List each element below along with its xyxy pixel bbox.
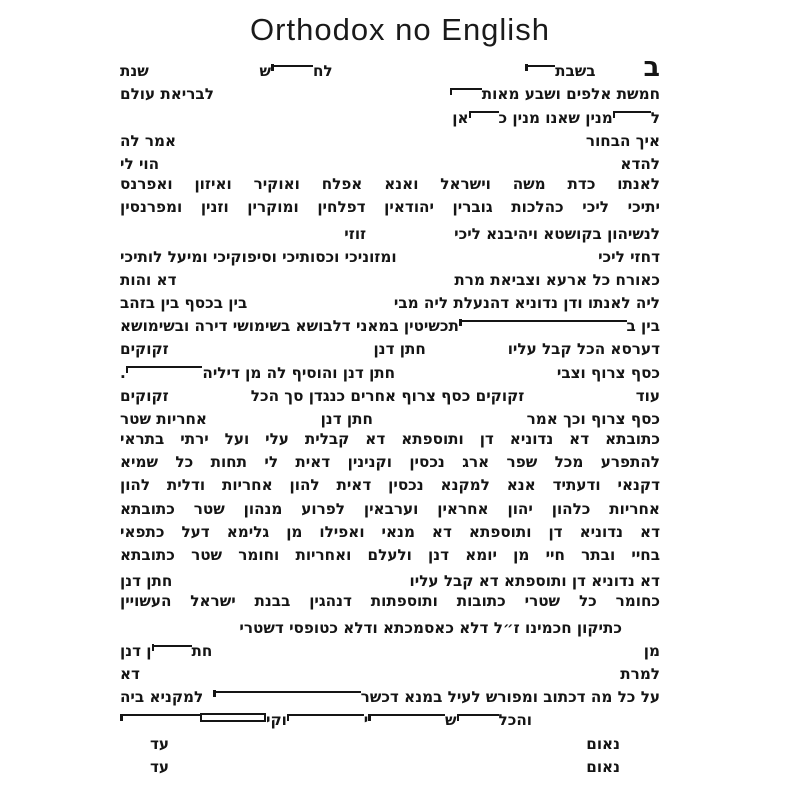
stretched-letter-bar [613,111,651,113]
fill-in-blank [395,381,557,382]
hebrew-text-segment: זקוקים [120,386,169,405]
hebrew-text-segment: למרת [620,665,660,684]
ketubah-line [120,382,660,405]
hebrew-text-segment: איך הבחור [585,131,660,150]
ketubah-line [120,266,660,289]
ketubah-line: דא נדוניא דן ותוספתא דא מנאי ואפילו מן גלימא דעל כתפאי [120,522,660,541]
fill-in-blank [622,636,660,637]
ketubah-line [120,219,660,242]
fill-in-blank [169,404,251,405]
hebrew-text-segment: זוזי [344,224,367,243]
ketubah-line [120,103,660,126]
hebrew-text-segment: על כל מה דכתוב ומפורש לעיל במנא דכשר [360,688,660,707]
hebrew-text-segment: תכשיטין במאני דלבושא בשימושי דירה ובשימושא [120,317,459,336]
fill-in-blank [524,404,635,405]
hebrew-text-segment: כתיקון חכמינו ז״ל דלא כאסמכתא ודלא כטופסי דשטרי [239,618,622,637]
hebrew-text-segment: זקוקים כסף צרוף אחרים כנגדן סך הכל [250,386,525,405]
hebrew-text-segment: מן [643,641,660,660]
hebrew-text-segment: שנת [120,62,149,81]
page-title: Orthodox no English [250,12,550,47]
ketubah-line [120,358,660,381]
fill-in-blank [366,242,454,243]
hebrew-text-segment: חת [191,641,213,660]
ketubah-line [120,683,660,706]
stretched-letter-bar [525,65,555,67]
hebrew-text-segment: דערסא הכל קבל עליו [507,340,660,359]
fill-in-blank [426,357,508,358]
ketubah-line: לאנתו כדת משה וישראל ואנא אפלח ואוקיר ואיזון ואפרנס [120,174,660,193]
ketubah-line [120,80,660,103]
ketubah-line [120,335,660,358]
fill-in-blank [149,79,260,80]
hebrew-text-segment: נאום [586,757,620,776]
fill-in-blank [212,659,643,660]
hebrew-text-segment: ליה לאנתו ודן נדוניא דהנעלת ליה מבי [393,294,660,313]
fill-in-blank [176,149,586,150]
stretched-mem-box [200,713,266,722]
hebrew-text-segment: ל [650,108,660,127]
ketubah-line: כחומר כל שטרי כתובות ותוספתות דנהגין בבנת ישראל העשויין [120,592,660,611]
stretched-letter-bar [459,320,627,322]
hebrew-text-segment: ש [445,711,457,730]
fill-in-blank [169,357,374,358]
stretched-letter-bar [271,65,313,67]
stretched-letter-bar [457,714,499,716]
fill-in-blank [397,265,598,266]
ketubah-line: להתפרע מכל שפר ארג נכסין וקנינין דאית לי תחות כל שמיא [120,453,660,472]
hebrew-text-segment: בשבת [555,62,596,81]
fill-in-blank [214,102,450,103]
hebrew-text-segment: ן דנן [120,641,152,660]
stretched-letter-bar [450,88,482,90]
ketubah-line: יתיכי ליכי כהלכות גוברין יהודאין דפלחין ומוקרין וזנין ומפרנסין [120,198,660,217]
hebrew-text-segment: זקוקים [120,340,169,359]
stretched-letter-bar [152,645,192,647]
hebrew-text-segment: בין בכסף בין בזהב [120,294,248,313]
fill-in-blank [247,311,394,312]
ketubah-line [120,729,660,752]
fill-in-blank [532,728,660,729]
hebrew-text-segment: י [363,711,369,730]
ketubah-line [120,52,660,84]
ketubah-line: בחיי ובתר חיי מן יומא דנן ולעלם ואחריות וחומר שטר כתובתא [120,545,660,564]
stretched-letter-bar [469,111,499,113]
hebrew-text-segment: לנשיהון בקושטא ויהיבנא ליכי [454,224,660,243]
fill-in-blank [620,752,660,753]
ketubah-line: אחריות כלהון יהון אחראין וערבאין לפרוע מנהון שטר כתובתא [120,499,660,518]
ketubah-line [120,312,660,335]
ketubah-line [120,289,660,312]
hebrew-text-segment: חתן דנן והוסיף לה מן דיליה [202,363,396,382]
hebrew-text-segment: ומזוניכי וכסותיכי וסיפוקיכי ומיעל לותיכי [120,247,397,266]
ketubah-line [120,405,660,428]
hebrew-text-segment: הוי לי [120,154,160,173]
ketubah-line: דקנאי ודעתיד אנא למקנא נכסין דאית להון אחריות ודלית להון [120,476,660,495]
hebrew-text-segment: חתן דנן [120,572,173,591]
hebrew-text-segment: מנין שאנו מנין כ [498,108,613,127]
hebrew-text-segment: וקי [266,711,287,730]
fill-in-blank [169,775,586,776]
ketubah-line [120,614,660,637]
stretched-letter-bar [287,714,364,716]
hebrew-text-segment: עד [150,757,170,776]
fill-in-blank [169,752,586,753]
fill-in-blank [120,752,150,753]
stretched-letter-bar [213,691,360,693]
hebrew-text-segment: נאום [586,734,620,753]
hebrew-text-segment: למקניא ביה [120,688,204,707]
ketubah-line [120,637,660,660]
hebrew-text-segment: דא [120,665,140,684]
ketubah-line [120,567,660,590]
hebrew-text-segment: בין ב [626,317,660,336]
ketubah-line [120,127,660,150]
hebrew-text-segment: עוד [635,386,660,405]
ketubah-line [120,706,660,729]
hebrew-text-segment: כסף צרוף וכך אמר [526,410,660,428]
stretched-letter-bar [368,714,445,716]
stretched-letter-bar [126,366,203,368]
ketubah-line [120,753,660,776]
initial-letter: ב [643,52,660,84]
hebrew-text-segment: כסף צרוף וצבי [556,363,660,382]
hebrew-text-segment: ש [259,62,271,81]
hebrew-text-segment: והכל [498,711,532,730]
hebrew-text-segment: עד [150,734,170,753]
hebrew-text-segment: . [120,363,126,382]
fill-in-blank [596,79,644,80]
fill-in-blank [120,775,150,776]
hebrew-text-segment: חמשת אלפים ושבע מאות [481,85,660,104]
stretched-letter-bar [120,714,200,716]
hebrew-text-segment: כאורח כל ארעא וצביאת מרת [454,270,660,289]
hebrew-text-segment: חתן דנן [320,410,373,428]
hebrew-text-segment: אחריות שטר [120,410,207,428]
fill-in-blank [177,288,455,289]
ketubah-line [120,243,660,266]
fill-in-blank [140,682,620,683]
hebrew-text-segment: אן [452,108,469,127]
hebrew-text-segment: אמר לה [120,131,177,150]
ketubah-line: כתובתא דא נדוניא דן ותוספתא דא קבלית עלי ועל ירתי בתראי [120,430,660,448]
hebrew-text-segment: לבריאת עולם [120,85,214,104]
hebrew-text-segment: דא והות [120,270,177,289]
hebrew-text-segment: דא נדוניא דן ותוספתא דא קבל עליו [409,572,660,591]
hebrew-text-segment: להדא [620,154,660,173]
hebrew-text-segment: חתן דנן [373,340,426,359]
hebrew-text-segment: לח [313,62,333,81]
fill-in-blank [203,705,213,706]
ketubah-line [120,150,660,173]
fill-in-blank [620,775,660,776]
ketubah-line [120,660,660,683]
hebrew-text-block [120,52,660,776]
fill-in-blank [333,79,525,80]
hebrew-text-segment: דחזי ליכי [598,247,660,266]
